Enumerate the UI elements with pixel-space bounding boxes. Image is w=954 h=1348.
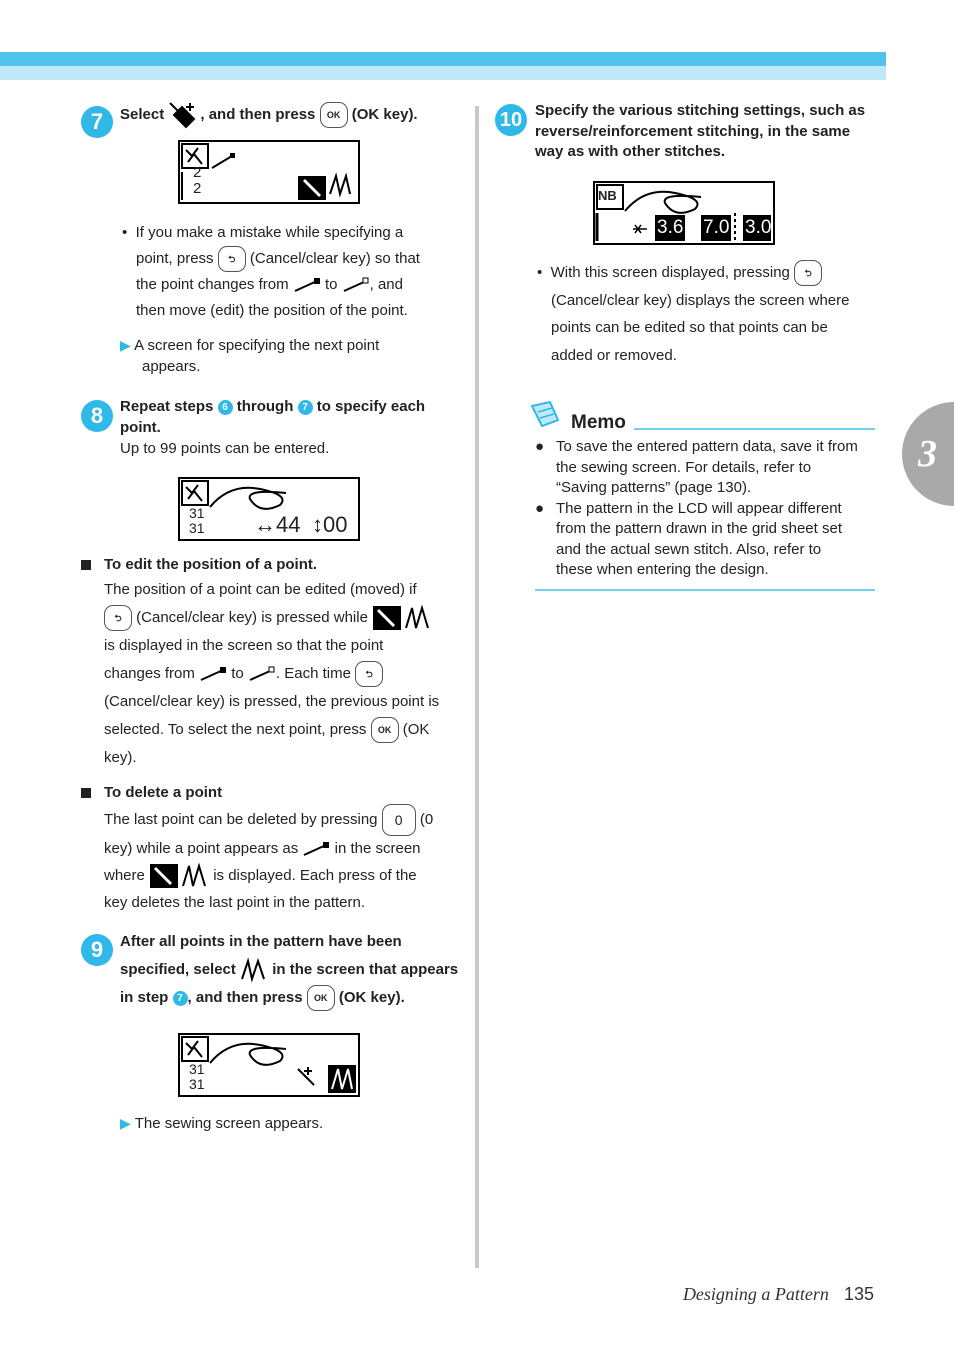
lcd-count-bottom: 31 — [189, 1076, 205, 1092]
point-line-empty-icon — [342, 277, 370, 293]
cursor-pen-icon — [168, 101, 200, 129]
lcd-value-3: 3.0 — [745, 217, 772, 238]
memo-note-icon — [528, 400, 562, 430]
step-ref-7: 7 — [298, 400, 313, 415]
step7-bullet: • If you make a mistake while specifying a point, press ⮌ (Cancel/clear key) so that the point changes from to , and then move (edit) the position of the point. — [122, 224, 420, 320]
header-band — [0, 52, 886, 80]
lcd-fraction-bottom: 2 — [193, 180, 202, 197]
chapter-number: 3 — [918, 433, 937, 475]
cancel-key-icon: ⮌ — [218, 246, 246, 272]
step9-instruction: After all points in the pattern have been specified, select in the screen that appears in step 7 , and then press OK (OK key). — [120, 928, 470, 1012]
lcd-count-bottom: 31 — [189, 520, 205, 536]
memo-bottom-rule — [535, 589, 875, 591]
step8-instruction: Repeat steps 6 through 7 to specify each point. Up to 99 points can be entered. — [120, 398, 426, 457]
stitch-icon — [240, 957, 268, 983]
lcd-screen-4 — [593, 181, 775, 245]
lcd-screen-3-graphic — [180, 1035, 358, 1095]
step-number-7: 7 — [81, 106, 113, 138]
cancel-key-icon: ⮌ — [355, 661, 383, 687]
step10-bullet: • With this screen displayed, pressing ⮌ (Cancel/clear key) displays the screen where points can be edited so that points can be added or removed. — [537, 259, 882, 369]
page-number: 135 — [843, 1284, 874, 1304]
step-number-9: 9 — [81, 934, 113, 966]
delete-section: To delete a point The last point can be deleted by pressing 0 (0 key) while a point appears as in the screen where is displayed. Each press of the key deletes the last point in the pattern. — [104, 784, 434, 911]
cancel-key-icon: ⮌ — [794, 260, 822, 286]
step7-result: ▶ A screen for specifying the next point appears. — [120, 337, 380, 375]
lcd-screen-2 — [178, 477, 360, 541]
zero-key-icon: 0 — [382, 804, 416, 836]
lcd-screen-3 — [178, 1033, 360, 1097]
footer-title: Designing a Pattern — [682, 1284, 829, 1304]
step-ref-7: 7 — [173, 991, 188, 1006]
memo-body: ● To save the entered pattern data, save it from the sewing screen. For details, refer to “Saving patterns” (page 130). ● The pattern in the LCD will appear different from the pattern drawn in the grid sheet set and the actual sewn stitch. Also, refer to these when entering the design. — [535, 438, 858, 578]
chapter-tab — [902, 402, 954, 506]
result-arrow-icon: ▶ — [120, 1115, 131, 1131]
lcd-screen-1 — [178, 140, 360, 204]
lcd-vertical-value: ↕00 — [312, 512, 348, 537]
point-line-empty-icon — [248, 666, 276, 682]
ok-key-icon: OK — [320, 102, 348, 128]
pen-stitch-icon — [372, 604, 432, 632]
memo-top-rule — [634, 428, 875, 430]
point-line-icon — [293, 277, 321, 293]
lcd-count-top: 31 — [189, 505, 205, 521]
lcd-fraction-top: 2 — [193, 164, 202, 181]
column-divider — [475, 106, 479, 1268]
page-footer — [683, 1284, 874, 1305]
step-number-8: 8 — [81, 400, 113, 432]
step10-instruction: Specify the various stitching settings, such as reverse/reinforcement stitching, in the same way as with other stitches. — [535, 102, 866, 160]
point-line-icon — [199, 666, 227, 682]
lcd-nb-label: NB — [598, 188, 617, 203]
cancel-key-icon: ⮌ — [104, 605, 132, 631]
bullet-square — [81, 788, 91, 798]
lcd-screen-1-graphic — [180, 142, 358, 202]
lcd-horizontal-value: ↔44 — [254, 512, 301, 537]
step9-result: ▶ The sewing screen appears. — [120, 1115, 324, 1132]
ok-key-icon: OK — [371, 717, 399, 743]
pen-stitch-icon — [149, 862, 209, 890]
step7-instruction: Select , and then press OK (OK key). — [120, 101, 418, 129]
lcd-value-2: 7.0 — [703, 217, 730, 238]
result-arrow-icon: ▶ — [120, 337, 131, 353]
point-line-icon — [302, 841, 330, 857]
edit-section: To edit the position of a point. The position of a point can be edited (moved) if ⮌ (Cancel/clear key) is pressed while is displayed in the screen so that the point changes from to . Each time ⮌ (Cancel/clear key) is pressed, the previous point is selected. To select the next point, press OK (OK key). — [104, 556, 440, 767]
lcd-value-1: 3.6 — [657, 217, 684, 238]
bullet-square — [81, 560, 91, 570]
lcd-count-top: 31 — [189, 1061, 205, 1077]
memo-title: Memo — [571, 412, 626, 433]
step-number-10: 10 — [495, 104, 527, 136]
ok-key-icon: OK — [307, 985, 335, 1011]
step-ref-6: 6 — [218, 400, 233, 415]
